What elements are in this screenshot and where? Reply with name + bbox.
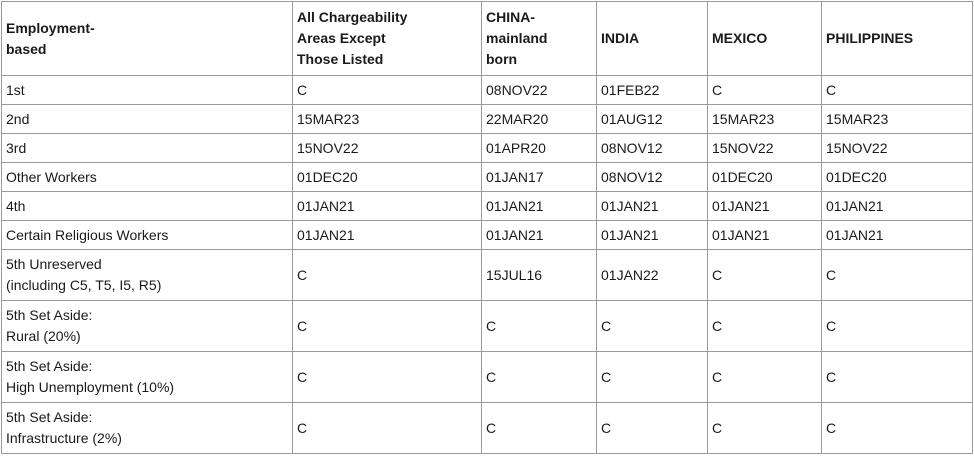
cell-mexico: 01JAN21 [708, 192, 822, 221]
cell-philippines: 01DEC20 [822, 163, 973, 192]
cell-philippines: C [822, 403, 973, 454]
cell-china: 08NOV22 [482, 76, 597, 105]
cell-all-chargeability: 01DEC20 [293, 163, 482, 192]
cell-all-chargeability: 01JAN21 [293, 192, 482, 221]
cell-philippines: C [822, 250, 973, 301]
row-category: 5th Set Aside: Rural (20%) [2, 301, 293, 352]
cell-mexico: C [708, 250, 822, 301]
cell-mexico: C [708, 352, 822, 403]
table-row [2, 352, 973, 403]
row-category: Other Workers [2, 163, 293, 192]
cell-china: 15JUL16 [482, 250, 597, 301]
cell-india: 08NOV12 [597, 163, 708, 192]
header-employment-based: Employment- based [2, 2, 293, 76]
table-row [2, 221, 973, 250]
cell-india: C [597, 301, 708, 352]
cell-india: C [597, 403, 708, 454]
table-row [2, 403, 973, 454]
cell-india: C [597, 352, 708, 403]
cell-all-chargeability: C [293, 76, 482, 105]
cell-all-chargeability: 15MAR23 [293, 105, 482, 134]
cell-mexico: 15NOV22 [708, 134, 822, 163]
cell-india: 01AUG12 [597, 105, 708, 134]
cell-philippines: C [822, 301, 973, 352]
cell-philippines: 01JAN21 [822, 192, 973, 221]
cell-china: C [482, 403, 597, 454]
cell-all-chargeability: C [293, 301, 482, 352]
cell-mexico: 15MAR23 [708, 105, 822, 134]
cell-china: C [482, 352, 597, 403]
cell-india: 01JAN22 [597, 250, 708, 301]
header-row [2, 2, 973, 76]
row-category: 4th [2, 192, 293, 221]
table-row [2, 192, 973, 221]
cell-all-chargeability: C [293, 352, 482, 403]
row-category: 3rd [2, 134, 293, 163]
cell-india: 01JAN21 [597, 192, 708, 221]
cell-china: 01APR20 [482, 134, 597, 163]
cell-china: 01JAN17 [482, 163, 597, 192]
cell-philippines: 15MAR23 [822, 105, 973, 134]
cell-mexico: 01JAN21 [708, 221, 822, 250]
cell-india: 08NOV12 [597, 134, 708, 163]
table-row [2, 134, 973, 163]
cell-mexico: C [708, 301, 822, 352]
row-category: 5th Unreserved (including C5, T5, I5, R5) [2, 250, 293, 301]
cell-philippines: C [822, 352, 973, 403]
cell-all-chargeability: 15NOV22 [293, 134, 482, 163]
cell-all-chargeability: C [293, 250, 482, 301]
header-mexico: MEXICO [708, 2, 822, 76]
cell-india: 01JAN21 [597, 221, 708, 250]
cell-philippines: C [822, 76, 973, 105]
table-row [2, 105, 973, 134]
visa-bulletin-table [1, 1, 973, 454]
cell-china: 22MAR20 [482, 105, 597, 134]
cell-mexico: 01DEC20 [708, 163, 822, 192]
row-category: 5th Set Aside: Infrastructure (2%) [2, 403, 293, 454]
row-category: 1st [2, 76, 293, 105]
cell-china: 01JAN21 [482, 192, 597, 221]
cell-mexico: C [708, 76, 822, 105]
header-india: INDIA [597, 2, 708, 76]
cell-china: 01JAN21 [482, 221, 597, 250]
header-china: CHINA- mainland born [482, 2, 597, 76]
cell-all-chargeability: 01JAN21 [293, 221, 482, 250]
header-philippines: PHILIPPINES [822, 2, 973, 76]
table-row [2, 163, 973, 192]
cell-all-chargeability: C [293, 403, 482, 454]
table-row [2, 76, 973, 105]
cell-mexico: C [708, 403, 822, 454]
cell-china: C [482, 301, 597, 352]
table-row [2, 250, 973, 301]
cell-philippines: 15NOV22 [822, 134, 973, 163]
row-category: 5th Set Aside: High Unemployment (10%) [2, 352, 293, 403]
table-row [2, 301, 973, 352]
row-category: Certain Religious Workers [2, 221, 293, 250]
header-all-chargeability: All Chargeability Areas Except Those Listed [293, 2, 482, 76]
row-category: 2nd [2, 105, 293, 134]
cell-philippines: 01JAN21 [822, 221, 973, 250]
cell-india: 01FEB22 [597, 76, 708, 105]
